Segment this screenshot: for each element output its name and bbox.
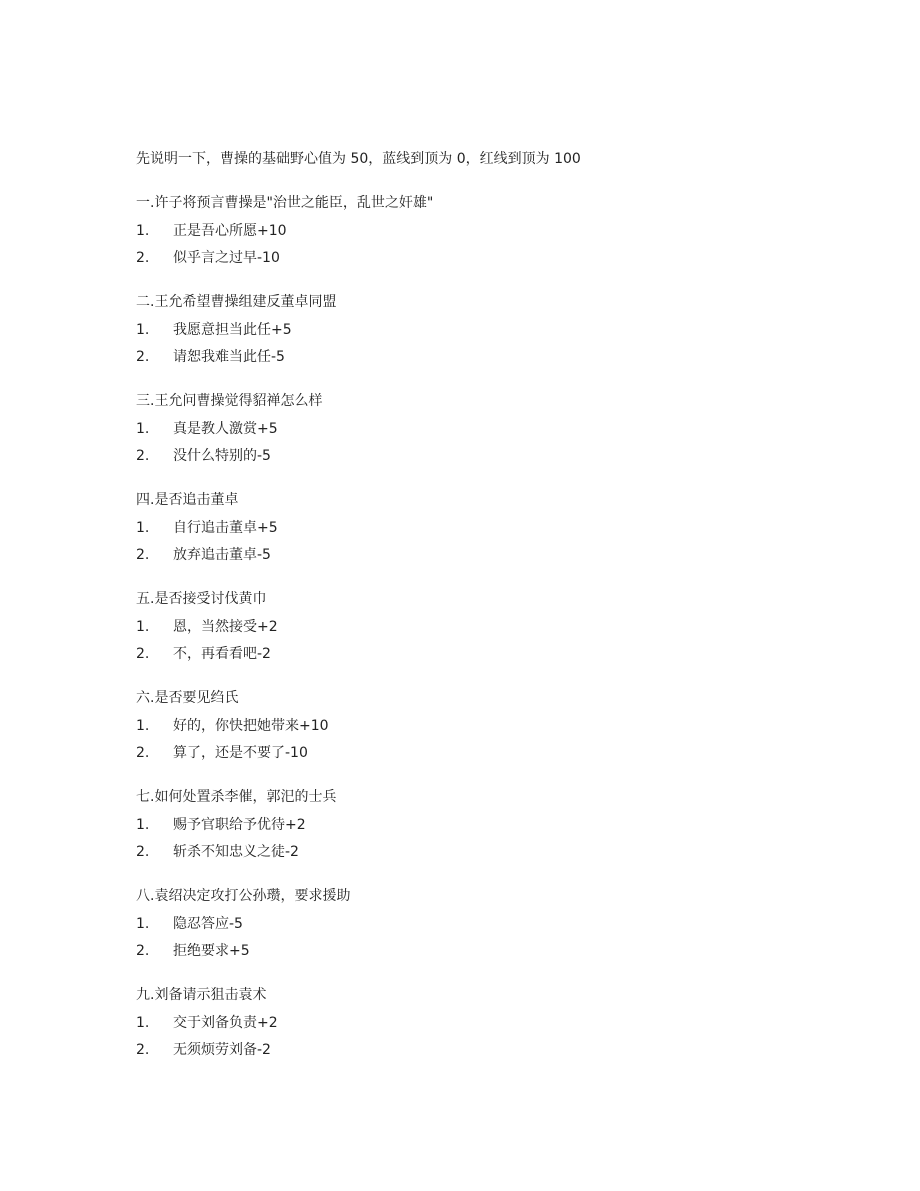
option-item bbox=[136, 517, 856, 539]
question-section-8 bbox=[136, 885, 856, 962]
option-number: 1. bbox=[136, 816, 150, 833]
option-number: 2. bbox=[136, 250, 150, 266]
question-title: 六.是否要见绉氏 bbox=[136, 690, 239, 706]
question-section-5 bbox=[136, 588, 856, 665]
option-number: 2. bbox=[136, 448, 150, 464]
option-text: 赐予官职给予优待+2 bbox=[173, 816, 306, 833]
question-section-6 bbox=[136, 687, 856, 764]
option-text: 请恕我难当此任-5 bbox=[173, 349, 285, 365]
option-text: 没什么特别的-5 bbox=[173, 448, 271, 464]
option-item bbox=[136, 544, 856, 566]
option-item bbox=[136, 418, 856, 440]
question-section-4 bbox=[136, 489, 856, 566]
option-item bbox=[136, 913, 856, 935]
option-item bbox=[136, 715, 856, 737]
question-title: 三.王允问曹操觉得貂禅怎么样 bbox=[136, 393, 323, 409]
option-number: 2. bbox=[136, 844, 150, 860]
option-item bbox=[136, 247, 856, 269]
option-text: 正是吾心所愿+10 bbox=[173, 222, 287, 239]
option-number: 1. bbox=[136, 915, 150, 932]
option-text: 似乎言之过早-10 bbox=[173, 250, 280, 266]
intro-text: 先说明一下，曹操的基础野心值为 50，蓝线到顶为 0，红线到顶为 100 bbox=[136, 151, 581, 167]
option-item bbox=[136, 643, 856, 665]
option-text: 真是教人激赏+5 bbox=[173, 420, 278, 437]
option-item bbox=[136, 616, 856, 638]
question-title: 四.是否追击董卓 bbox=[136, 492, 239, 508]
document-body bbox=[136, 148, 856, 1083]
option-text: 好的，你快把她带来+10 bbox=[173, 717, 329, 734]
option-text: 斩杀不知忠义之徒-2 bbox=[173, 844, 299, 860]
option-item bbox=[136, 1012, 856, 1034]
option-number: 2. bbox=[136, 646, 150, 662]
question-title: 五.是否接受讨伐黄巾 bbox=[136, 591, 267, 607]
option-number: 1. bbox=[136, 420, 150, 437]
option-item bbox=[136, 319, 856, 341]
option-text: 算了，还是不要了-10 bbox=[173, 745, 308, 761]
option-item bbox=[136, 841, 856, 863]
option-item bbox=[136, 814, 856, 836]
option-number: 1. bbox=[136, 618, 150, 635]
question-section-3 bbox=[136, 390, 856, 467]
question-section-2 bbox=[136, 291, 856, 368]
option-number: 2. bbox=[136, 547, 150, 563]
option-text: 我愿意担当此任+5 bbox=[173, 321, 292, 338]
option-number: 1. bbox=[136, 519, 150, 536]
question-section-9 bbox=[136, 984, 856, 1061]
option-number: 1. bbox=[136, 717, 150, 734]
option-item bbox=[136, 1039, 856, 1061]
option-number: 2. bbox=[136, 745, 150, 761]
question-title: 九.刘备请示狙击袁术 bbox=[136, 987, 267, 1003]
option-item bbox=[136, 940, 856, 962]
option-text: 交于刘备负责+2 bbox=[173, 1014, 278, 1031]
question-section-1 bbox=[136, 192, 856, 269]
question-title: 二.王允希望曹操组建反董卓同盟 bbox=[136, 294, 337, 310]
question-title: 一.许子将预言曹操是"治世之能臣，乱世之奸雄" bbox=[136, 195, 434, 211]
option-item bbox=[136, 742, 856, 764]
question-section-7 bbox=[136, 786, 856, 863]
question-title: 七.如何处置杀李催，郭汜的士兵 bbox=[136, 789, 337, 805]
option-text: 恩，当然接受+2 bbox=[173, 618, 278, 635]
option-item bbox=[136, 346, 856, 368]
option-number: 2. bbox=[136, 943, 150, 959]
option-text: 隐忍答应-5 bbox=[173, 915, 243, 932]
option-text: 放弃追击董卓-5 bbox=[173, 547, 271, 563]
option-number: 2. bbox=[136, 349, 150, 365]
question-title: 八.袁绍决定攻打公孙瓒，要求援助 bbox=[136, 888, 351, 904]
option-number: 1. bbox=[136, 1014, 150, 1031]
option-text: 不，再看看吧-2 bbox=[173, 646, 271, 662]
option-number: 1. bbox=[136, 222, 150, 239]
option-number: 2. bbox=[136, 1042, 150, 1058]
option-text: 拒绝要求+5 bbox=[173, 943, 250, 959]
option-item bbox=[136, 445, 856, 467]
option-text: 无须烦劳刘备-2 bbox=[173, 1042, 271, 1058]
option-text: 自行追击董卓+5 bbox=[173, 519, 278, 536]
option-number: 1. bbox=[136, 321, 150, 338]
option-item bbox=[136, 220, 856, 242]
